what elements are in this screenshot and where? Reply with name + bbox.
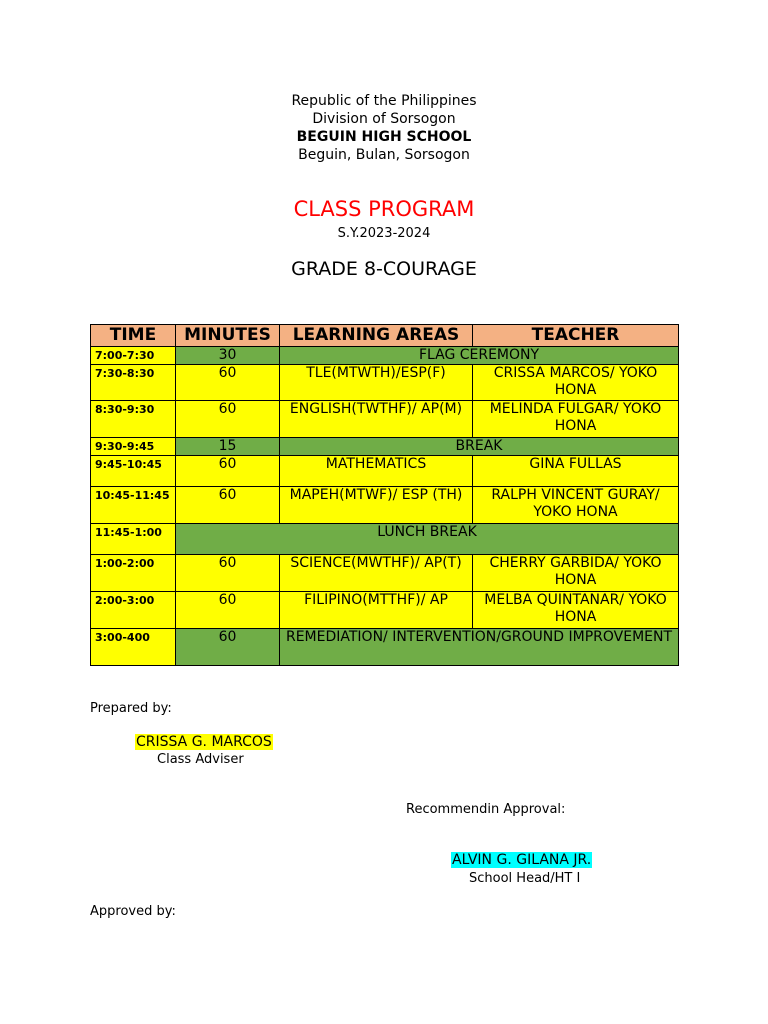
time-cell: 11:45-1:00 — [91, 524, 176, 555]
page-title: CLASS PROGRAM — [293, 197, 475, 221]
teacher-cell: CRISSA MARCOS/ YOKO HONA — [473, 365, 679, 401]
learning-area-cell: FILIPINO(MTTHF)/ AP — [280, 592, 473, 629]
time-cell: 1:00-2:00 — [91, 555, 176, 592]
table-row — [91, 487, 679, 524]
minutes-cell: 60 — [176, 487, 280, 524]
adviser-role: Class Adviser — [157, 752, 244, 767]
learning-area-cell: MATHEMATICS — [280, 456, 473, 487]
adviser-name: CRISSA G. MARCOS — [136, 734, 272, 750]
minutes-cell: 30 — [176, 347, 280, 365]
table-row — [91, 347, 679, 365]
school-head-name: ALVIN G. GILANA JR. — [452, 852, 592, 868]
teacher-cell: MELBA QUINTANAR/ YOKO HONA — [473, 592, 679, 629]
class-schedule-table — [90, 324, 679, 666]
time-cell: 7:30-8:30 — [91, 365, 176, 401]
table-row — [91, 629, 679, 666]
school-head-role: School Head/HT I — [469, 871, 581, 886]
header-time: TIME — [91, 325, 176, 347]
table-row — [91, 456, 679, 487]
activity-cell: BREAK — [280, 438, 679, 456]
header-learning-areas: LEARNING AREAS — [280, 325, 473, 347]
school-year: S.Y.2023-2024 — [337, 226, 431, 241]
header-teacher: TEACHER — [473, 325, 679, 347]
prepared-by-label: Prepared by: — [90, 701, 172, 716]
table-row — [91, 555, 679, 592]
learning-area-cell: MAPEH(MTWF)/ ESP (TH) — [280, 487, 473, 524]
minutes-cell: 60 — [176, 629, 280, 666]
minutes-cell: 15 — [176, 438, 280, 456]
time-cell: 2:00-3:00 — [91, 592, 176, 629]
minutes-cell: 60 — [176, 555, 280, 592]
minutes-cell: 60 — [176, 592, 280, 629]
activity-cell: REMEDIATION/ INTERVENTION/GROUND IMPROVEMENT — [280, 629, 679, 666]
time-cell: 9:45-10:45 — [91, 456, 176, 487]
time-cell: 3:00-400 — [91, 629, 176, 666]
table-row — [91, 592, 679, 629]
time-cell: 7:00-7:30 — [91, 347, 176, 365]
learning-area-cell: TLE(MTWTH)/ESP(F) — [280, 365, 473, 401]
minutes-cell: 60 — [176, 401, 280, 438]
time-cell: 9:30-9:45 — [91, 438, 176, 456]
school-address: Beguin, Bulan, Sorsogon — [298, 147, 470, 163]
table-header-row — [91, 325, 679, 347]
activity-cell: LUNCH BREAK — [176, 524, 679, 555]
learning-area-cell: ENGLISH(TWTHF)/ AP(M) — [280, 401, 473, 438]
header-minutes: MINUTES — [176, 325, 280, 347]
table-row — [91, 365, 679, 401]
approved-by-label: Approved by: — [90, 904, 176, 919]
time-cell: 10:45-11:45 — [91, 487, 176, 524]
teacher-cell: RALPH VINCENT GURAY/ YOKO HONA — [473, 487, 679, 524]
table-row — [91, 524, 679, 555]
table-row — [91, 438, 679, 456]
school-name: BEGUIN HIGH SCHOOL — [296, 129, 472, 145]
minutes-cell: 60 — [176, 456, 280, 487]
time-cell: 8:30-9:30 — [91, 401, 176, 438]
recommending-approval-label: Recommendin Approval: — [406, 802, 566, 817]
learning-area-cell: SCIENCE(MWTHF)/ AP(T) — [280, 555, 473, 592]
teacher-cell: CHERRY GARBIDA/ YOKO HONA — [473, 555, 679, 592]
document-header — [0, 92, 768, 164]
grade-section: GRADE 8-COURAGE — [291, 258, 477, 280]
teacher-cell: MELINDA FULGAR/ YOKO HONA — [473, 401, 679, 438]
header-division: Division of Sorsogon — [312, 111, 456, 127]
minutes-cell: 60 — [176, 365, 280, 401]
table-row — [91, 401, 679, 438]
activity-cell: FLAG CEREMONY — [280, 347, 679, 365]
header-republic: Republic of the Philippines — [291, 93, 477, 109]
teacher-cell: GINA FULLAS — [473, 456, 679, 487]
